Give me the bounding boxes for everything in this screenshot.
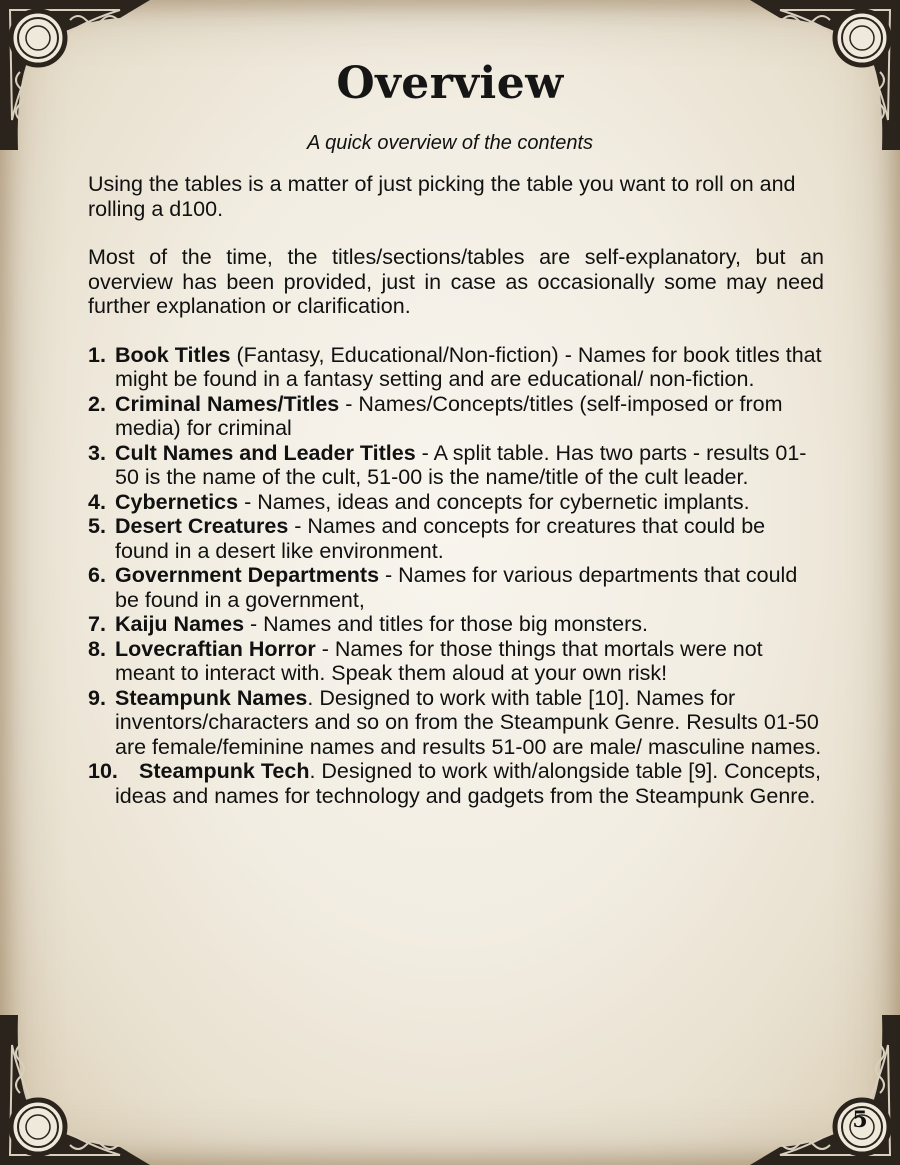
list-item: [88, 563, 824, 612]
intro-paragraph: Most of the time, the titles/sections/tables are self-explanatory, but an overview has been provided, just in case as occasionally some may need further explanation or clarification.: [88, 245, 824, 318]
item-number: 10.: [88, 759, 118, 783]
item-number: 3.: [88, 440, 106, 465]
ornate-corner-icon: [750, 1015, 900, 1165]
list-item: [88, 514, 824, 563]
item-description: - Names for those things that mortals were not meant to interact with. Speak them aloud at your own risk!: [115, 636, 763, 685]
item-title: Lovecraftian Horror: [115, 636, 316, 661]
item-title: Cult Names and Leader Titles: [115, 440, 416, 465]
item-description: (Fantasy, Educational/Non-fiction) - Names for book titles that might be found in a fantasy setting and are educational/ non-fiction.: [115, 342, 822, 391]
item-description: - Names and concepts for creatures that could be found in a desert like environment.: [115, 514, 766, 563]
item-title: Cybernetics: [115, 489, 239, 514]
item-number: 2.: [88, 391, 106, 416]
overview-content: [88, 172, 824, 808]
item-title: Kaiju Names: [115, 612, 245, 636]
intro-paragraph: Using the tables is a matter of just picking the table you want to roll on and rolling a d100.: [88, 172, 796, 221]
item-description: - Names/Concepts/titles (self-imposed or from media) for criminal: [115, 391, 783, 440]
item-number: 9.: [88, 685, 106, 710]
item-number: 8.: [88, 636, 106, 661]
ornate-corner-icon: [0, 1015, 150, 1165]
table-overview-list: [88, 343, 824, 809]
list-item: [88, 490, 824, 515]
list-item: [88, 441, 824, 490]
item-title: Government Departments: [115, 563, 380, 587]
item-title: Steampunk Names: [115, 685, 308, 710]
page-title: Overview: [336, 58, 564, 109]
list-item: [88, 392, 824, 441]
item-number: 7.: [88, 612, 106, 636]
item-description: - Names and titles for those big monsters.: [244, 612, 648, 636]
list-item: [88, 637, 824, 686]
list-item: [88, 686, 824, 760]
item-description: . Designed to work with/alongside table [9]. Concepts, ideas and names for technology and gadgets from the Steampunk Genre.: [115, 759, 821, 808]
item-description: . Designed to work with table [10]. Names for inventors/characters and so on from the Steampunk Genre. Results 01-50 are female/feminine names and results 51-00 are male/ masculine names.: [115, 685, 822, 759]
item-title: Desert Creatures: [115, 514, 289, 538]
item-title: Steampunk Tech: [139, 759, 310, 783]
item-title: Criminal Names/Titles: [115, 391, 340, 416]
item-number: 5.: [88, 514, 106, 538]
item-title: Book Titles: [115, 342, 231, 367]
list-item: [88, 612, 824, 637]
list-item: [88, 759, 824, 808]
page-subtitle: A quick overview of the contents: [306, 132, 594, 154]
page-number: 5: [852, 1107, 868, 1133]
item-description: - Names for various departments that could be found in a government,: [115, 563, 798, 612]
item-number: 4.: [88, 489, 106, 514]
item-number: 6.: [88, 563, 106, 587]
item-description: - A split table. Has two parts - results 01-50 is the name of the cult, 51-00 is the name/title of the cult leader.: [115, 440, 807, 489]
item-number: 1.: [88, 342, 106, 367]
item-description: - Names, ideas and concepts for cybernetic implants.: [238, 489, 750, 514]
list-item: [88, 343, 824, 392]
